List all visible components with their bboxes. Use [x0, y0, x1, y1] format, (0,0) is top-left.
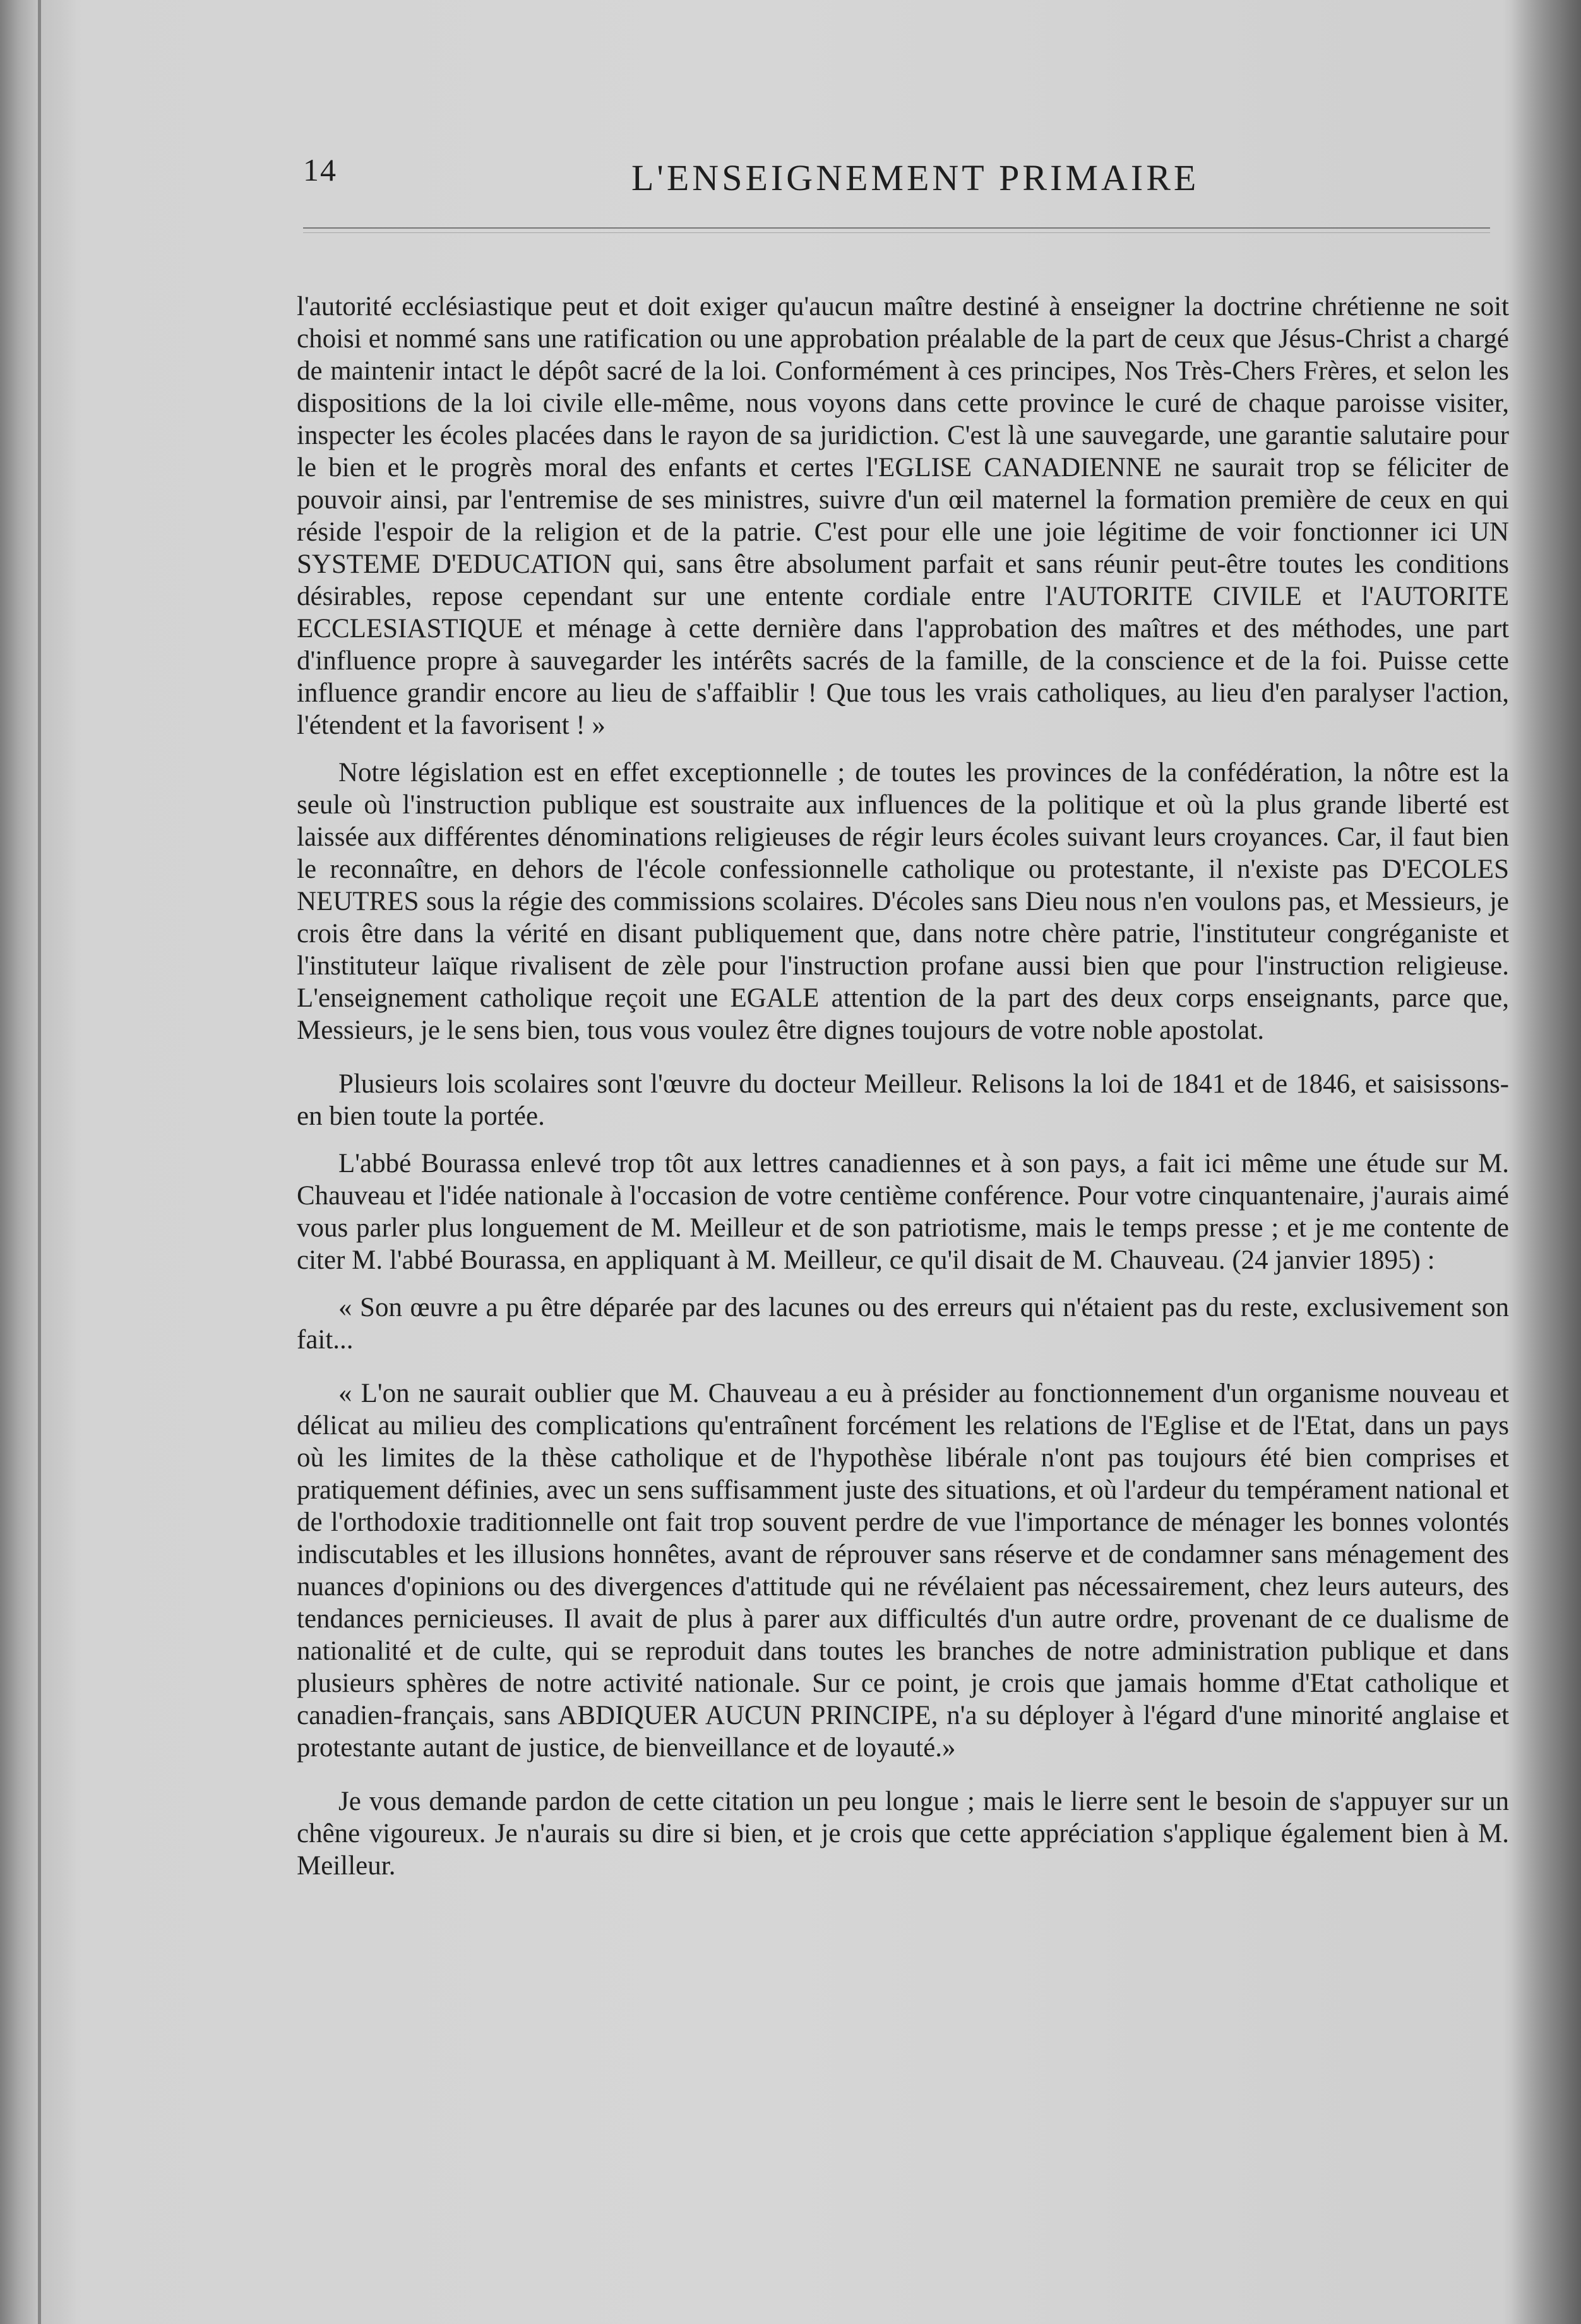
paragraph-legislation: Notre législation est en effet exceptionnelle ; de toutes les provinces de la confédération, la nôtre est la seule où l'instruction publique est soustraite aux influences de la politique et où la plus grande liberté est laissée aux différentes dénominations religieuses de régir leurs écoles suivant leurs croyances. Car, il faut bien le reconnaître, en dehors de l'école confessionnelle catholique ou protestante, il n'existe pas D'ECOLES NEUTRES sous la régie des commissions scolaires. D'écoles sans Dieu nous n'en voulons pas, et Messieurs, je crois être dans la vérité en disant publiquement que, dans notre chère patrie, l'instituteur congréganiste et l'instituteur laïque rivalisent de zèle pour l'instruction profane aussi bien que pour l'instruction religieuse. L'enseignement catholique reçoit une EGALE attention de la part des deux corps enseignants, parce que, Messieurs, je le sens bien, tous vous voulez être dignes toujours de votre noble apostolat.	[297, 758, 1509, 1045]
paragraph-quote-1: « Son œuvre a pu être déparée par des lacunes ou des erreurs qui n'étaient pas du reste, exclusivement son fait...	[297, 1293, 1509, 1355]
paragraph-closing: Je vous demande pardon de cette citation un peu longue ; mais le lierre sent le besoin de s'appuyer sur un chêne vigoureux. Je n'aurais su dire si bien, et je crois que cette appréciation s'applique également bien à M. Meilleur.	[297, 1787, 1509, 1881]
paragraph-abbe-bourassa: L'abbé Bourassa enlevé trop tôt aux lettres canadiennes et à son pays, a fait ici même une étude sur M. Chauveau et l'idée nationale à l'occasion de votre centième conférence. Pour votre cinquantenaire, j'aurais aimé vous parler plus longuement de M. Meilleur et de son patriotisme, mais le temps presse ; et je me contente de citer M. l'abbé Bourassa, en appliquant à M. Meilleur, ce qu'il disait de M. Chauveau. (24 janvier 1895) :	[297, 1149, 1509, 1275]
body-text	[297, 290, 1509, 1897]
binding-edge-line	[38, 0, 41, 2324]
header-rule	[303, 227, 1490, 229]
paragraph-school-laws: Plusieurs lois scolaires sont l'œuvre du docteur Meilleur. Relisons la loi de 1841 et de 1846, et saisissons-en bien toute la portée.	[297, 1069, 1509, 1131]
page-edge-shadow	[1512, 0, 1581, 2324]
paragraph-quote-2: « L'on ne saurait oublier que M. Chauveau a eu à présider au fonctionnement d'un organisme nouveau et délicat au milieu des complications qu'entraînent forcément les relations de l'Eglise et de l'Etat, dans un pays où les limites de la thèse catholique et de l'hypothèse libérale n'ont pas toujours été bien comprises et pratiquement définies, avec un sens suffisamment juste des situations, et où l'ardeur du tempérament national et de l'orthodoxie traditionnelle ont fait trop souvent perdre de vue l'importance de ménager les bonnes volontés indiscutables et les illusions honnêtes, avant de réprouver sans réserve et de condamner sans ménagement des nuances d'opinions ou des divergences d'attitude qui ne révélaient pas nécessairement, chez leurs auteurs, des tendances pernicieuses. Il avait de plus à parer aux difficultés d'un autre ordre, provenant de ce dualisme de nationalité et de culte, qui se reproduit dans toutes les branches de notre administration publique et dans plusieurs sphères de notre activité nationale. Sur ce point, je crois que jamais homme d'Etat catholique et canadien-français, sans ABDIQUER AUCUN PRINCIPE, n'a su déployer à l'égard d'une minorité anglaise et protestante autant de justice, de bienveillance et de loyauté.»	[297, 1379, 1509, 1763]
page-content	[278, 139, 1515, 1881]
header-rule-secondary	[303, 232, 1490, 233]
running-title: L'ENSEIGNEMENT PRIMAIRE	[631, 157, 1200, 198]
paragraph-continuation: l'autorité ecclésiastique peut et doit exiger qu'aucun maître destiné à enseigner la doctrine chrétienne ne soit choisi et nommé sans une ratification ou une approbation préalable de la part de ceux que Jésus-Christ a chargé de maintenir intact le dépôt sacré de la loi. Conformément à ces principes, Nos Très-Chers Frères, et selon les dispositions de la loi civile elle-même, nous voyons dans cette province le curé de chaque paroisse visiter, inspecter les écoles placées dans le rayon de sa juridiction. C'est là une sauvegarde, une garantie salutaire pour le bien et le progrès moral des enfants et certes l'EGLISE CANADIENNE ne saurait trop se féliciter de pouvoir ainsi, par l'entremise de ses ministres, suivre d'un œil maternel la formation première de ceux en qui réside l'espoir de la religion et de la patrie. C'est pour elle une joie légitime de voir fonctionner ici UN SYSTEME D'EDUCATION qui, sans être absolument parfait et sans réunir peut-être toutes les conditions désirables, repose cependant sur une entente cordiale entre l'AUTORITE CIVILE et l'AUTORITE ECCLESIASTIQUE et ménage à cette dernière dans l'approbation des maîtres et des méthodes, une part d'influence propre à sauvegarder les intérêts sacrés de la famille, de la conscience et de la foi. Puisse cette influence grandir encore au lieu de s'affaiblir ! Que tous les vrais catholiques, au lieu d'en paralyser l'action, l'étendent et la favorisent ! »	[297, 292, 1509, 740]
page-number: 14	[303, 152, 337, 188]
page-header	[278, 139, 1515, 215]
